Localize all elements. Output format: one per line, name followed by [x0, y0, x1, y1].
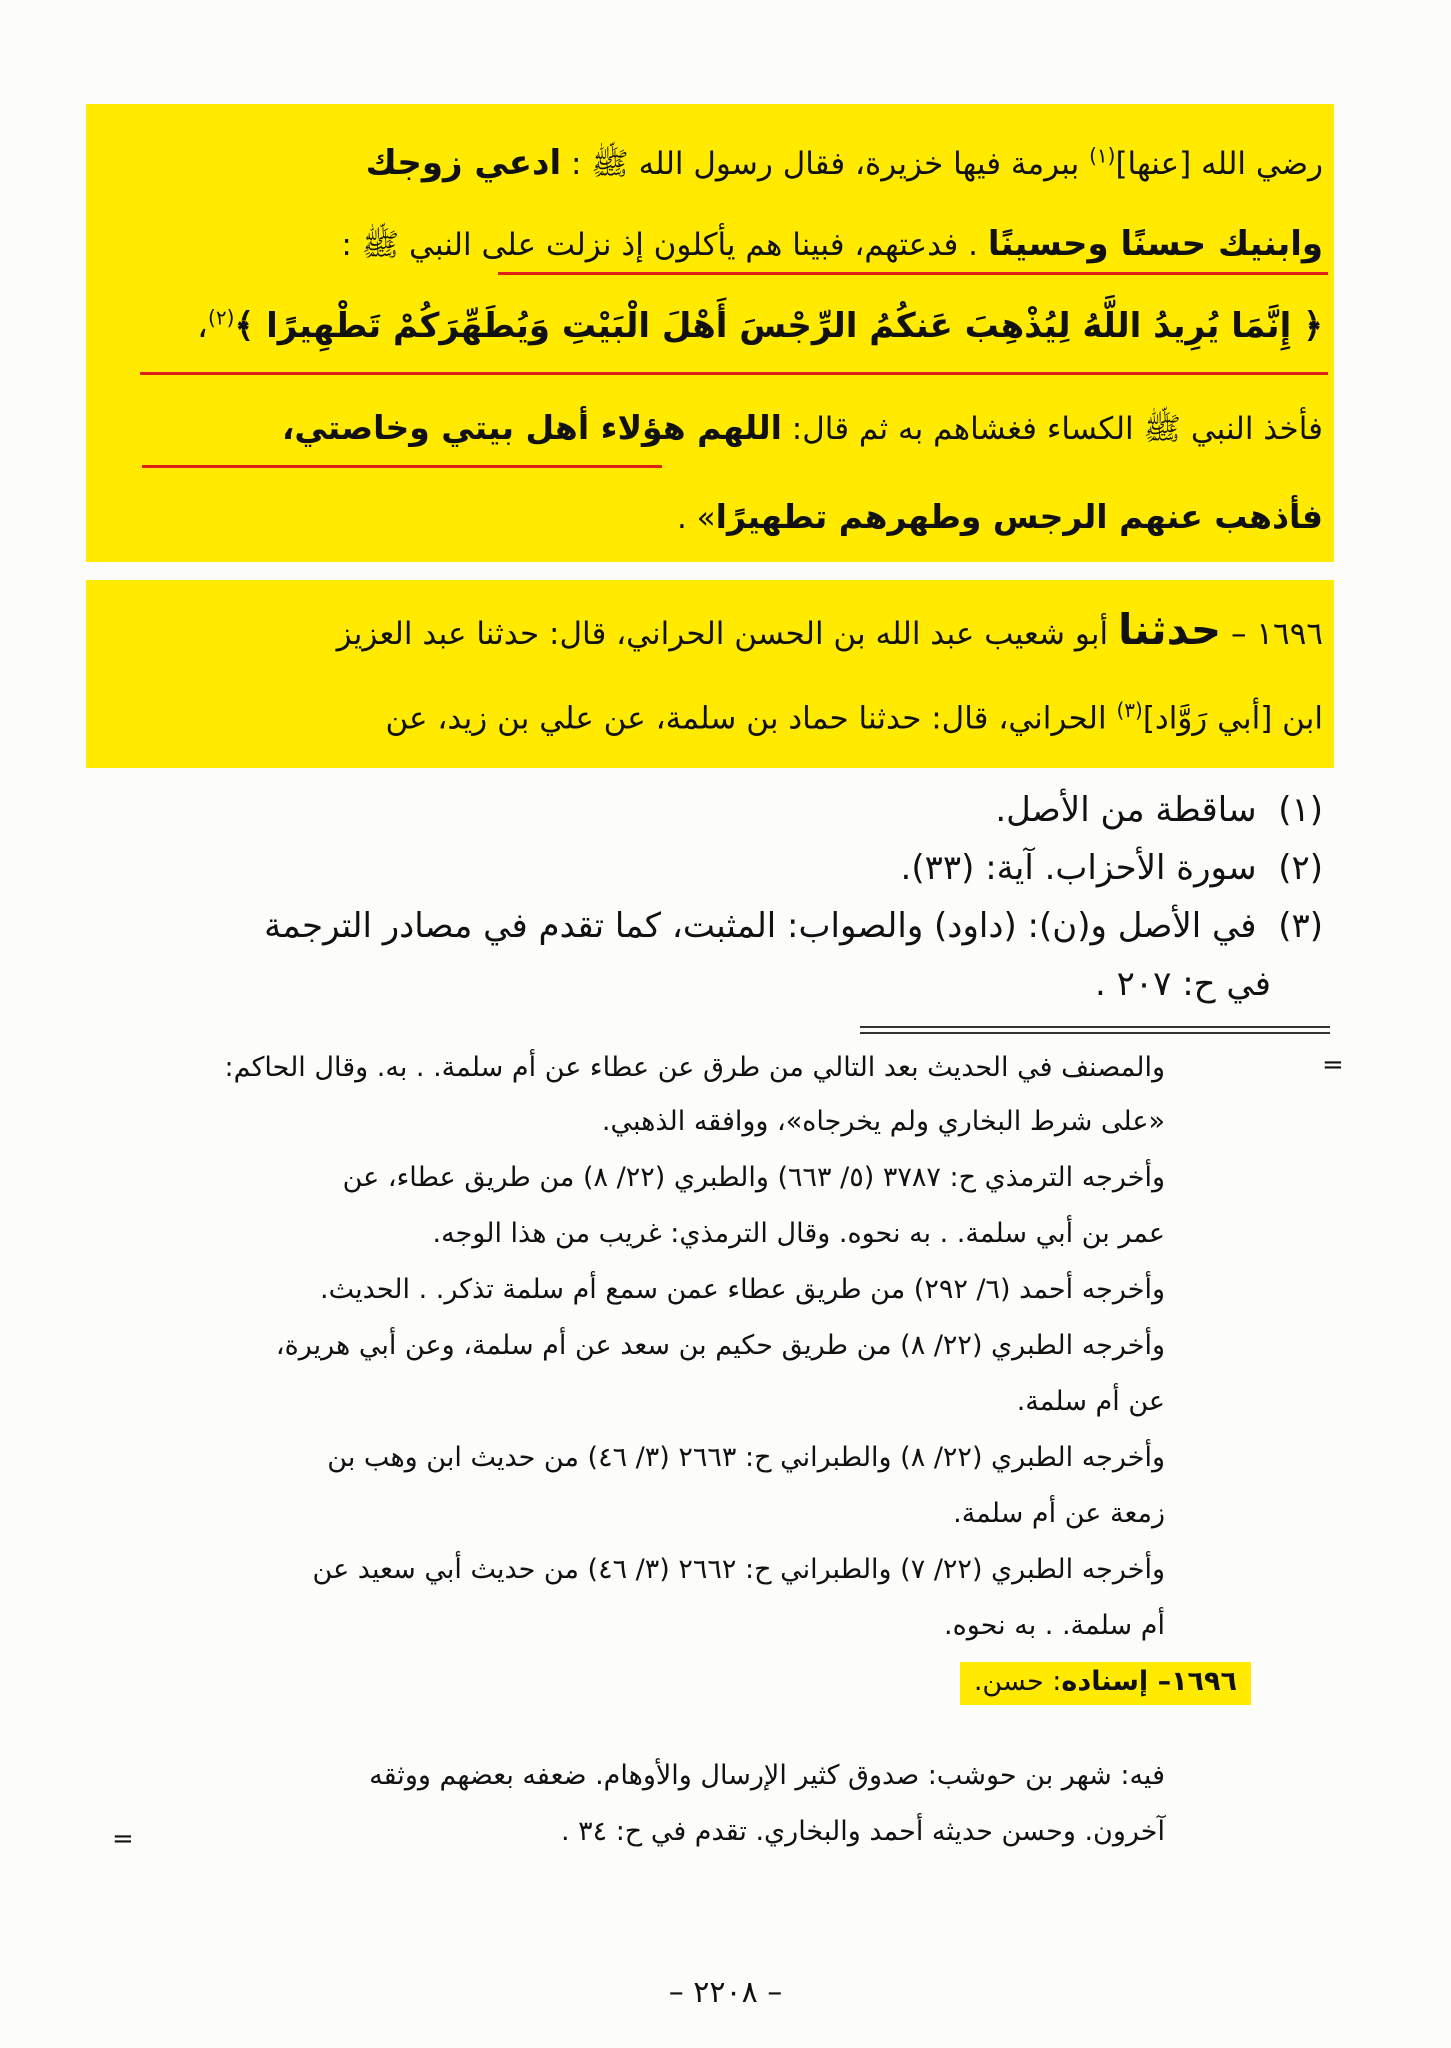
- haddathana-word: حدثنا: [1117, 605, 1222, 654]
- text-span: ابن [أبي رَوَّاد]: [1142, 700, 1323, 737]
- commentary-line: وأخرجه أحمد (٦/ ٢٩٢) من طريق عطاء عمن سمع أم سلمة تذكر. . الحديث.: [320, 1274, 1165, 1305]
- text-span: ببرمة فيها خزيرة، فقال رسول الله ﷺ :: [561, 146, 1090, 182]
- hadith-number: ١٦٩٦ –: [1231, 616, 1323, 652]
- text-span: . فدعتهم، فبينا هم يأكلون إذ نزلت على النبي ﷺ :: [341, 227, 988, 263]
- commentary-line: زمعة عن أم سلمة.: [953, 1498, 1165, 1529]
- footnote-ref: (٣): [1116, 698, 1143, 722]
- passage-line-3-verse: [197, 305, 1323, 346]
- passage-line-4: [282, 408, 1323, 455]
- bold-span: اللهم هؤلاء أهل بيتي وخاصتي،: [281, 408, 782, 447]
- footnote-number: (٢): [1278, 848, 1323, 888]
- commentary-line: والمصنف في الحديث بعد التالي من طرق عن عطاء عن أم سلمة. . به. وقال الحاكم:: [224, 1052, 1165, 1083]
- bold-span: فأذهب عنهم الرجس وطهرهم تطهيرًا: [715, 497, 1323, 536]
- commentary-line: فيه: شهر بن حوشب: صدوق كثير الإرسال والأوهام. ضعفه بعضهم ووثقه: [369, 1760, 1165, 1791]
- commentary-line: وأخرجه الترمذي ح: ٣٧٨٧ (٥/ ٦٦٣) والطبري (٢٢/ ٨) من طريق عطاء، عن: [342, 1162, 1165, 1193]
- footnote-3-cont: [1095, 964, 1271, 1004]
- isnad-highlight: [960, 1662, 1251, 1705]
- commentary-line: وأخرجه الطبري (٢٢/ ٨) من طريق حكيم بن سعد عن أم سلمة، وعن أبي هريرة،: [275, 1330, 1165, 1361]
- separator-rule: [860, 1026, 1330, 1028]
- footnote-3: [264, 906, 1323, 946]
- commentary-line: أم سلمة. . به نحوه.: [944, 1610, 1165, 1641]
- red-underline: [498, 272, 1328, 275]
- separator-rule: [860, 1032, 1330, 1034]
- footnote-number: (٣): [1278, 906, 1323, 946]
- commentary-line: عمر بن أبي سلمة. . به نحوه. وقال الترمذي: غريب من هذا الوجه.: [432, 1218, 1165, 1249]
- hadith-line-1: [337, 605, 1323, 654]
- footnote-1: [995, 790, 1323, 830]
- bold-span: وابنيك حسنًا وحسينًا: [987, 224, 1323, 264]
- red-underline: [140, 372, 1328, 375]
- page-number: – ٢٢٠٨ –: [668, 1975, 783, 2010]
- footnote-text: في ح: ٢٠٧ .: [1094, 964, 1271, 1004]
- quran-verse: ﴿ إِنَّمَا يُرِيدُ اللَّهُ لِيُذْهِبَ عَنكُمُ الرِّجْسَ أَهْلَ الْبَيْتِ وَيُطَهِّرَكُمْ تَطْهِيرًا ﴾: [234, 306, 1323, 346]
- margin-mark: =: [1322, 1050, 1344, 1080]
- passage-line-5: [677, 497, 1323, 536]
- text-span: الحراني، قال: حدثنا حماد بن سلمة، عن علي بن زيد، عن: [385, 700, 1117, 737]
- text-span: » .: [676, 500, 716, 536]
- commentary-line: «على شرط البخاري ولم يخرجاه»، ووافقه الذهبي.: [601, 1106, 1165, 1137]
- commentary-line: وأخرجه الطبري (٢٢/ ٨) والطبراني ح: ٢٦٦٣ (٣/ ٤٦) من حديث ابن وهب بن: [327, 1442, 1165, 1473]
- text-span: ،: [197, 306, 208, 346]
- isnad-label: ١٦٩٦– إسناده: [1061, 1666, 1237, 1697]
- passage-line-2: [341, 224, 1323, 271]
- text-span: أبو شعيب عبد الله بن الحسن الحراني، قال: حدثنا عبد العزيز: [336, 616, 1118, 652]
- commentary-line: آخرون. وحسن حديثه أحمد والبخاري. تقدم في ح: ٣٤ .: [560, 1816, 1165, 1847]
- margin-mark: =: [112, 1824, 134, 1854]
- commentary-line: وأخرجه الطبري (٢٢/ ٧) والطبراني ح: ٢٦٦٢ (٣/ ٤٦) من حديث أبي سعيد عن: [312, 1554, 1165, 1585]
- footnote-number: (١): [1278, 790, 1323, 830]
- isnad-grade: [960, 1666, 1251, 1697]
- bold-span: ادعي زوجك: [365, 143, 562, 183]
- passage-line-1: [366, 143, 1323, 190]
- footnote-ref: (٢): [208, 305, 235, 330]
- hadith-line-2: [385, 698, 1323, 736]
- footnote-ref: (١): [1089, 143, 1116, 168]
- text-span: فأخذ النبي ﷺ الكساء فغشاهم به ثم قال:: [781, 411, 1323, 447]
- footnote-2: [901, 848, 1323, 888]
- red-underline: [142, 465, 662, 468]
- footnote-text: سورة الأحزاب. آية: (٣٣).: [900, 848, 1257, 888]
- footnote-text: في الأصل و(ن): (داود) والصواب: المثبت، كما تقدم في مصادر الترجمة: [264, 906, 1257, 946]
- commentary-line: عن أم سلمة.: [1016, 1386, 1165, 1417]
- footnote-text: ساقطة من الأصل.: [995, 790, 1257, 830]
- text-span: رضي الله [عنها]: [1115, 146, 1323, 182]
- isnad-value: : حسن.: [973, 1666, 1062, 1697]
